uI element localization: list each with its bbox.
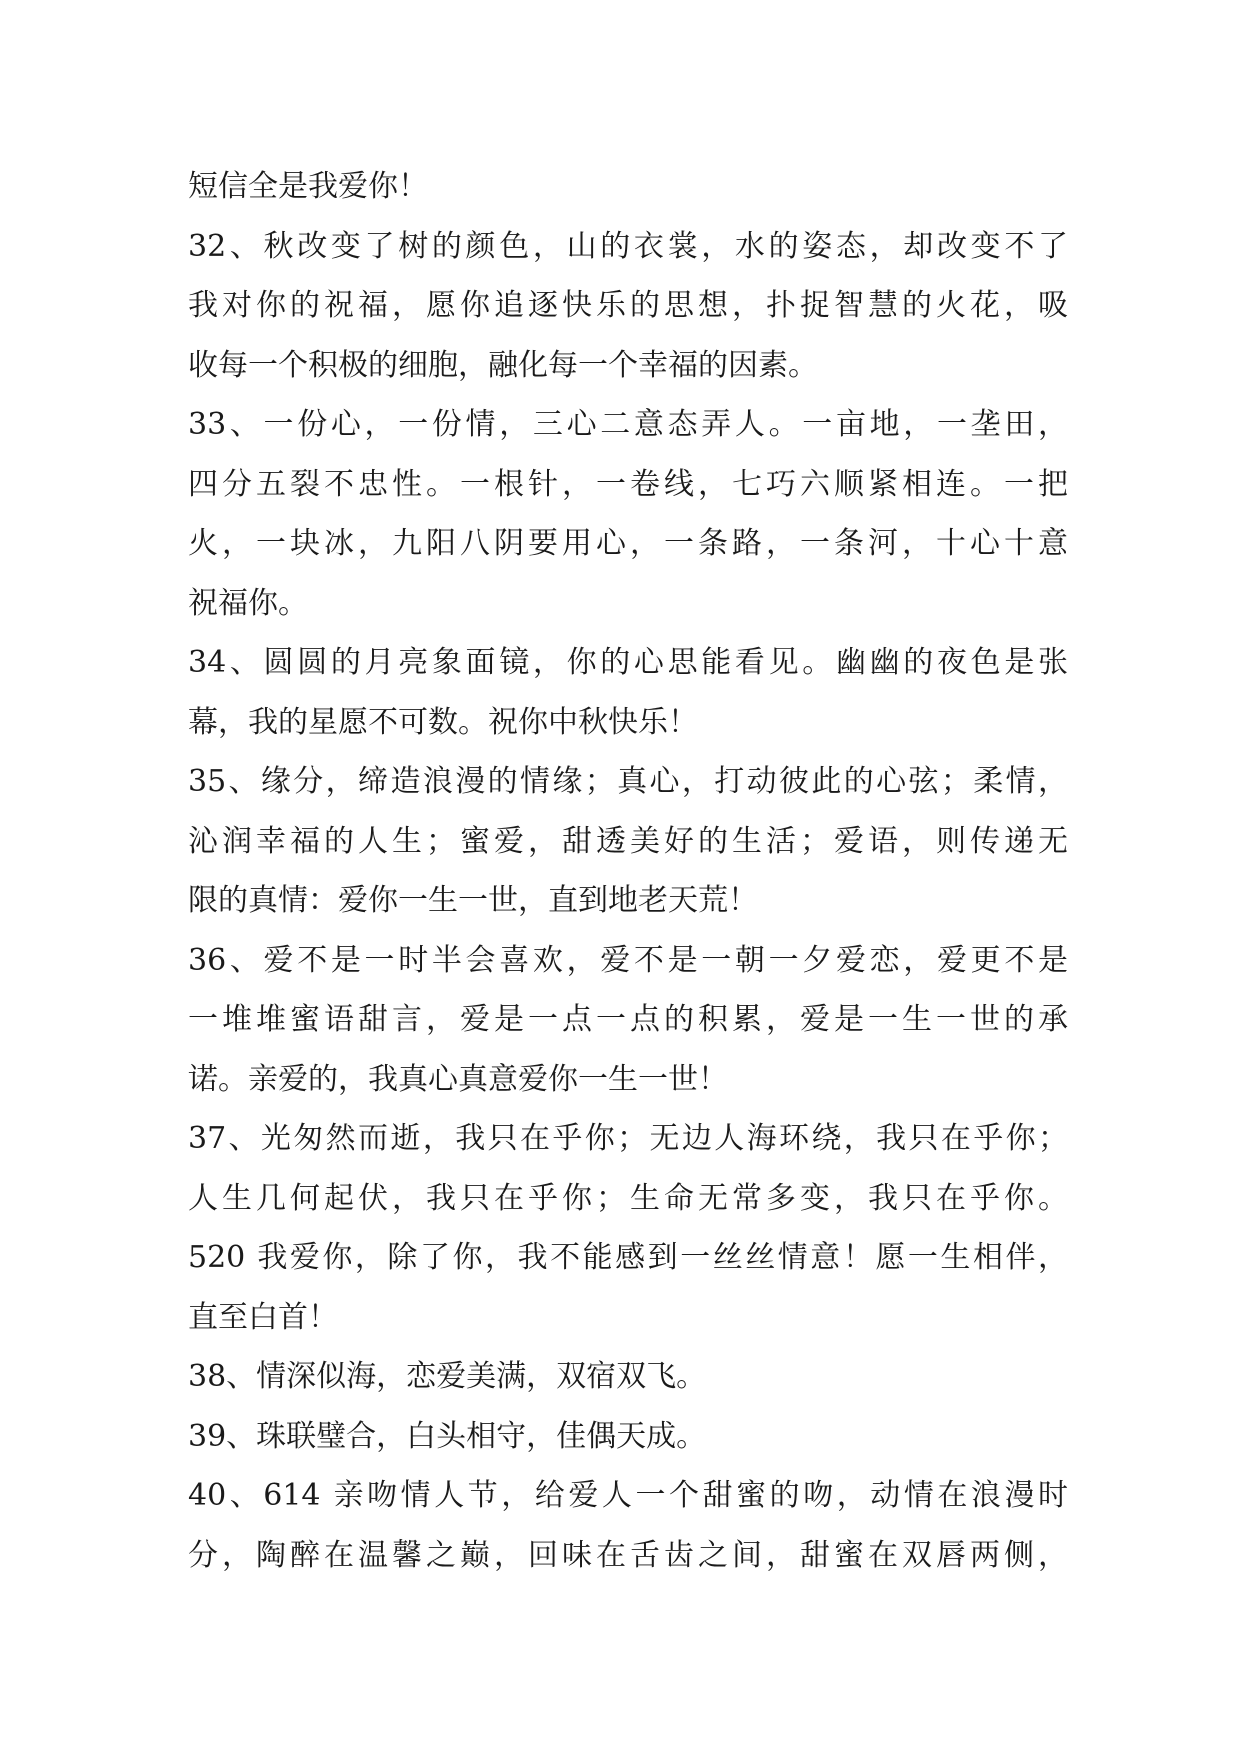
text-line-1: 短信全是我爱你！ <box>188 169 428 204</box>
text-line-22: 39、珠联璧合，白头相守，佳偶天成。 <box>188 1418 707 1454</box>
text-line-8: 祝福你。 <box>188 585 308 621</box>
text-line-13: 限的真情：爱你一生一世，直到地老天荒！ <box>188 883 758 918</box>
text-line-24: 分，陶醉在温馨之巅，回味在舌齿之间，甜蜜在双唇两侧， <box>188 1537 1068 1573</box>
text-line-12: 沁润幸福的人生；蜜爱，甜透美好的生活；爱语，则传递无 <box>188 823 1068 859</box>
text-line-18: 人生几何起伏，我只在乎你；生命无常多变，我只在乎你。 <box>188 1180 1068 1216</box>
text-line-21: 38、情深似海，恋爱美满，双宿双飞。 <box>188 1359 707 1394</box>
text-line-19: 520 我爱你，除了你，我不能感到一丝丝情意！愿一生相伴， <box>188 1240 1068 1275</box>
text-line-10: 幕，我的星愿不可数。祝你中秋快乐！ <box>188 704 698 740</box>
text-line-2: 32、秋改变了树的颜色，山的衣裳，水的姿态，却改变不了 <box>188 228 1068 264</box>
text-line-9: 34、圆圆的月亮象面镜，你的心思能看见。幽幽的夜色是张 <box>188 645 1068 680</box>
text-line-11: 35、缘分，缔造浪漫的情缘；真心，打动彼此的心弦；柔情， <box>188 764 1068 799</box>
text-line-3: 我对你的祝福，愿你追逐快乐的思想，扑捉智慧的火花，吸 <box>188 288 1068 323</box>
document-body <box>188 157 1068 1585</box>
text-line-16: 诺。亲爱的，我真心真意爱你一生一世！ <box>188 1061 728 1097</box>
text-line-17: 37、光匆然而逝，我只在乎你；无边人海环绕，我只在乎你； <box>188 1121 1068 1156</box>
text-line-14: 36、爱不是一时半会喜欢，爱不是一朝一夕爱恋，爱更不是 <box>188 942 1068 978</box>
text-line-15: 一堆堆蜜语甜言，爱是一点一点的积累，爱是一生一世的承 <box>188 1002 1068 1037</box>
text-line-4: 收每一个积极的细胞，融化每一个幸福的因素。 <box>188 347 818 383</box>
text-line-6: 四分五裂不忠性。一根针，一卷线，七巧六顺紧相连。一把 <box>188 466 1068 502</box>
text-line-5: 33、一份心，一份情，三心二意态弄人。一亩地，一垄田， <box>188 407 1068 442</box>
text-line-20: 直至白首！ <box>188 1299 338 1335</box>
text-line-23: 40、614 亲吻情人节，给爱人一个甜蜜的吻，动情在浪漫时 <box>188 1478 1068 1513</box>
text-line-7: 火，一块冰，九阳八阴要用心，一条路，一条河，十心十意 <box>188 526 1068 561</box>
